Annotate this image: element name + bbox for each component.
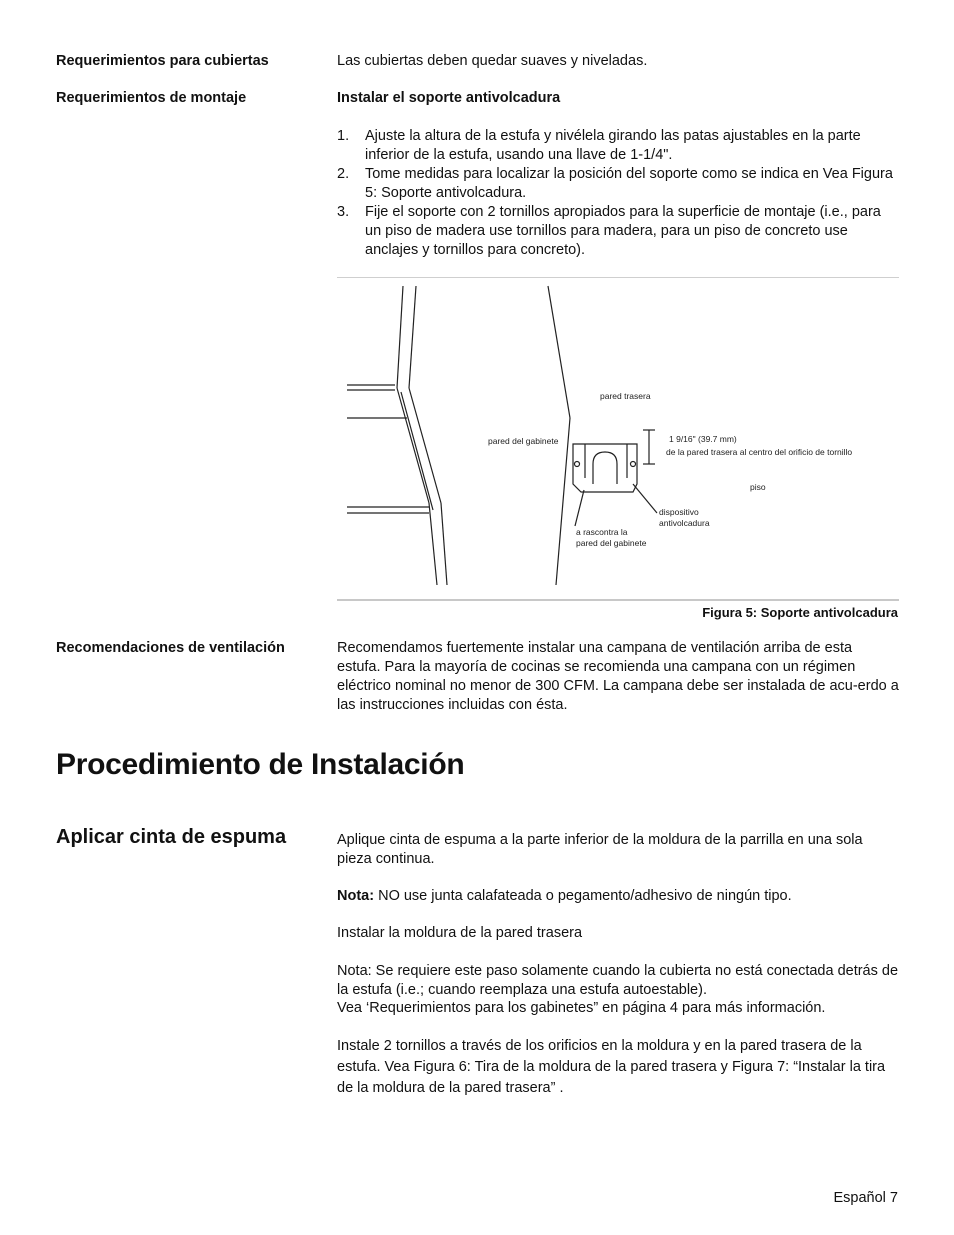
step-number: 3. bbox=[337, 204, 350, 220]
ventilacion-text: Recomendamos fuertemente instalar una campana de ventilación arriba de esta estufa. Para la mayoría de cocinas se recomienda una campana con un régimen eléctrico nominal no menor de 300 CFM. La campana debe ser instalada de acu-erdo a las instrucciones incluidas con ésta. bbox=[337, 640, 899, 713]
page-heading: Procedimiento de Instalación bbox=[56, 748, 465, 781]
montaje-steps bbox=[337, 127, 899, 260]
step-item bbox=[337, 127, 899, 165]
step-number: 2. bbox=[337, 166, 350, 182]
label-measure-value: 1 9/16" (39.7 mm) bbox=[669, 434, 737, 444]
montaje-subtitle: Instalar el soporte antivolcadura bbox=[337, 90, 561, 106]
section-label-montaje: Requerimientos de montaje bbox=[56, 90, 247, 106]
label-pared-gabinete-2: pared del gabinete bbox=[576, 538, 647, 548]
figure-caption: Figura 5: Soporte antivolcadura bbox=[702, 605, 898, 620]
cubiertas-text: Las cubiertas deben quedar suaves y niveladas. bbox=[337, 53, 648, 69]
label-piso: piso bbox=[750, 482, 766, 492]
cinta-p3b: Vea ‘Requerimientos para los gabinetes” en página 4 para más información. bbox=[337, 1000, 826, 1016]
cinta-p1: Aplique cinta de espuma a la parte inferior de la moldura de la parrilla en una sola pieza continua. bbox=[337, 832, 863, 867]
page-footer: Español 7 bbox=[833, 1190, 898, 1206]
section-label-ventilacion: Recomendaciones de ventilación bbox=[56, 640, 285, 656]
step-number: 1. bbox=[337, 128, 350, 144]
cinta-p2: Instalar la moldura de la pared trasera bbox=[337, 925, 583, 941]
nota-text: NO use junta calafateada o pegamento/adhesivo de ningún tipo. bbox=[374, 888, 792, 904]
step-text: Ajuste la altura de la estufa y nivélela girando las patas ajustables en la parte inferior de la estufa, usando una llave de 1-1/4". bbox=[365, 128, 861, 163]
label-arascontra: a rascontra la bbox=[576, 527, 628, 537]
step-item bbox=[337, 203, 899, 260]
label-antivolcadura: antivolcadura bbox=[659, 518, 710, 528]
cinta-p4: Instale 2 tornillos a través de los orificios en la moldura y en la pared trasera de la estufa. Vea Figura 6: Tira de la moldura de la pared trasera y Figura 7: “Instalar la tira de la moldura de la pared trasera” . bbox=[337, 1038, 886, 1096]
figure-bottom-rule bbox=[337, 599, 899, 601]
nota-label: Nota: bbox=[337, 888, 375, 904]
subheading-cinta: Aplicar cinta de espuma bbox=[56, 826, 287, 848]
step-item bbox=[337, 165, 899, 203]
step-text: Fije el soporte con 2 tornillos apropiados para la superficie de montaje (i.e., para un piso de madera use tornillos para madera, para un piso de concreto use anclajes y tornillos para concreto). bbox=[365, 204, 881, 258]
step-text: Tome medidas para localizar la posición del soporte como se indica en Vea Figura 5: Soporte antivolcadura. bbox=[365, 166, 893, 201]
cinta-p3a: Nota: Se requiere este paso solamente cuando la cubierta no está conectada detrás de la estufa (i.e.; cuando reemplaza una estufa autoestable). bbox=[337, 963, 899, 998]
cinta-nota bbox=[337, 887, 899, 906]
anti-tip-bracket-figure bbox=[337, 278, 899, 598]
label-dispositivo: dispositivo bbox=[659, 507, 699, 517]
label-pared-trasera: pared trasera bbox=[600, 391, 651, 401]
label-measure-desc: de la pared trasera al centro del orificio de tornillo bbox=[666, 447, 853, 457]
label-pared-gabinete: pared del gabinete bbox=[488, 436, 559, 446]
section-label-cubiertas: Requerimientos para cubiertas bbox=[56, 53, 269, 69]
